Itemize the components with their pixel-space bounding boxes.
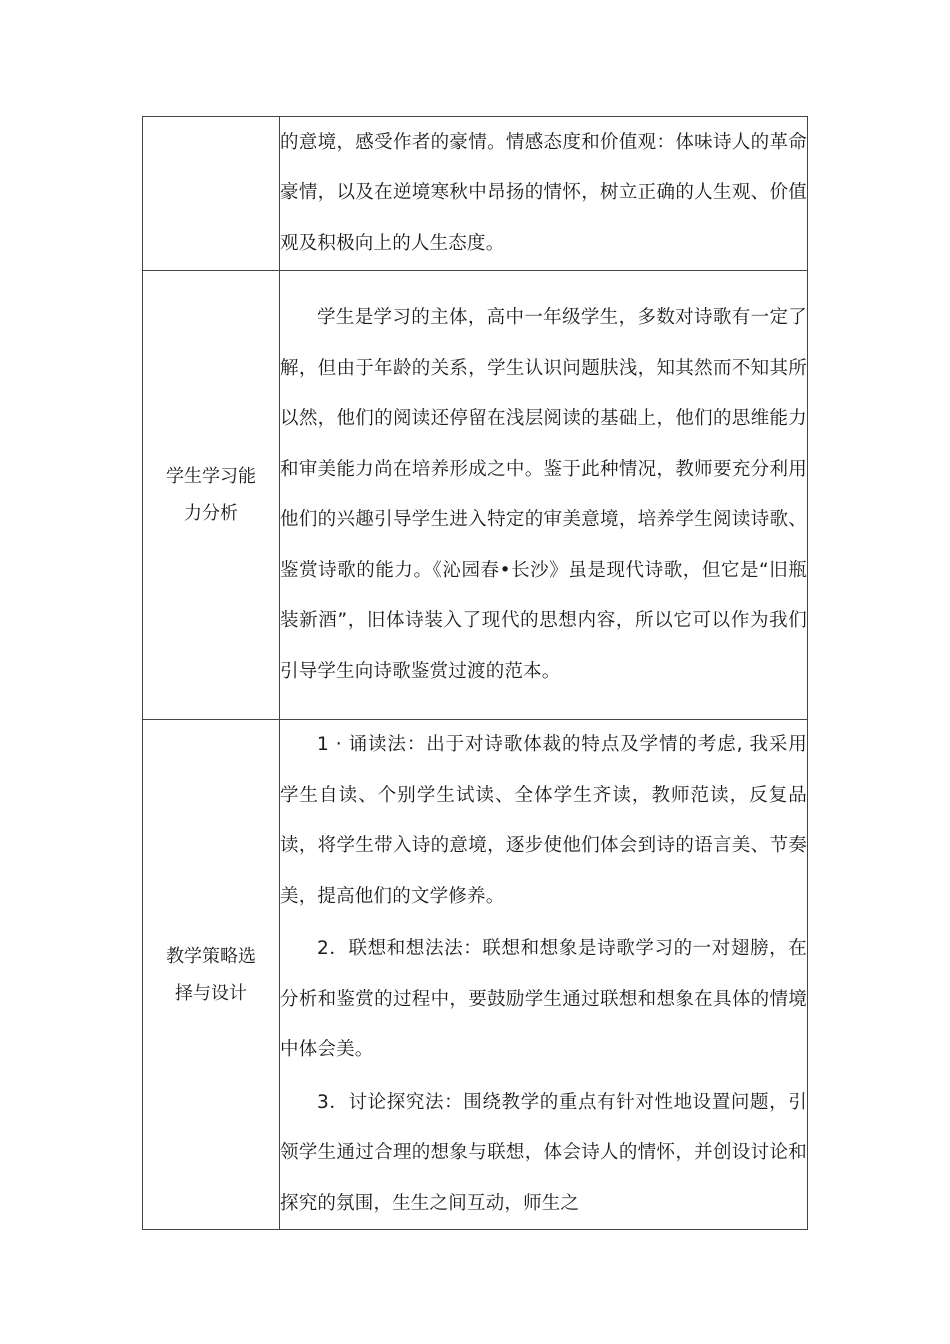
strategy-item-association: 2．联想和想法法：联想和想象是诗歌学习的一对翅膀，在分析和鉴赏的过程中，要鼓励学生通过联想和想象在具体的情境中体会美。 (280, 938, 807, 1060)
objectives-paragraph: 的意境，感受作者的豪情。情感态度和价值观：体味诗人的革命豪情，以及在逆境寒秋中昂扬的情怀，树立正确的人生观、价值观及积极向上的人生态度。 (280, 131, 807, 254)
table-row-student-analysis (143, 271, 808, 720)
table-row-teaching-strategy (143, 720, 808, 1230)
row-label-teaching-strategy (143, 720, 280, 1230)
strategy-item-recitation: 1 · 诵读法：出于对诗歌体裁的特点及学情的考虑, 我采用学生自读、个别学生试读、全体学生齐读，教师范读，反复品读，将学生带入诗的意境，逐步使他们体会到诗的语言美、节奏美，提高他们的文学修养。 (280, 734, 807, 907)
strategy-item-discussion: 3．讨论探究法：围绕教学的重点有针对性地设置问题，引领学生通过合理的想象与联想，体会诗人的情怀，并创设讨论和探究的氛围，生生之间互动，师生之 (280, 1091, 807, 1214)
row-content-student-analysis (280, 271, 808, 720)
label-line: 力分析 (184, 503, 238, 524)
row-label-empty (143, 117, 280, 271)
student-analysis-paragraph: 学生是学习的主体，高中一年级学生，多数对诗歌有一定了解，但由于年龄的关系，学生认识问题肤浅，知其然而不知其所以然，他们的阅读还停留在浅层阅读的基础上，他们的思维能力和审美能力尚在培养形成之中。鉴于此种情况，教师要充分利用他们的兴趣引导学生进入特定的审美意境，培养学生阅读诗歌、鉴赏诗歌的能力。《沁园春•长沙》虽是现代诗歌，但它是“旧瓶装新酒”，旧体诗装入了现代的思想内容，所以它可以作为我们引导学生向诗歌鉴赏过渡的范本。 (280, 307, 807, 682)
table-row-objectives-continued (143, 117, 808, 271)
label-line: 择与设计 (175, 982, 247, 1004)
lesson-plan-table (142, 116, 808, 1230)
row-content-teaching-strategy (280, 720, 808, 1230)
label-line: 学生学习能 (166, 466, 256, 487)
label-line: 教学策略选 (166, 945, 256, 967)
row-label-student-analysis (143, 271, 280, 720)
row-content-objectives (280, 117, 808, 271)
